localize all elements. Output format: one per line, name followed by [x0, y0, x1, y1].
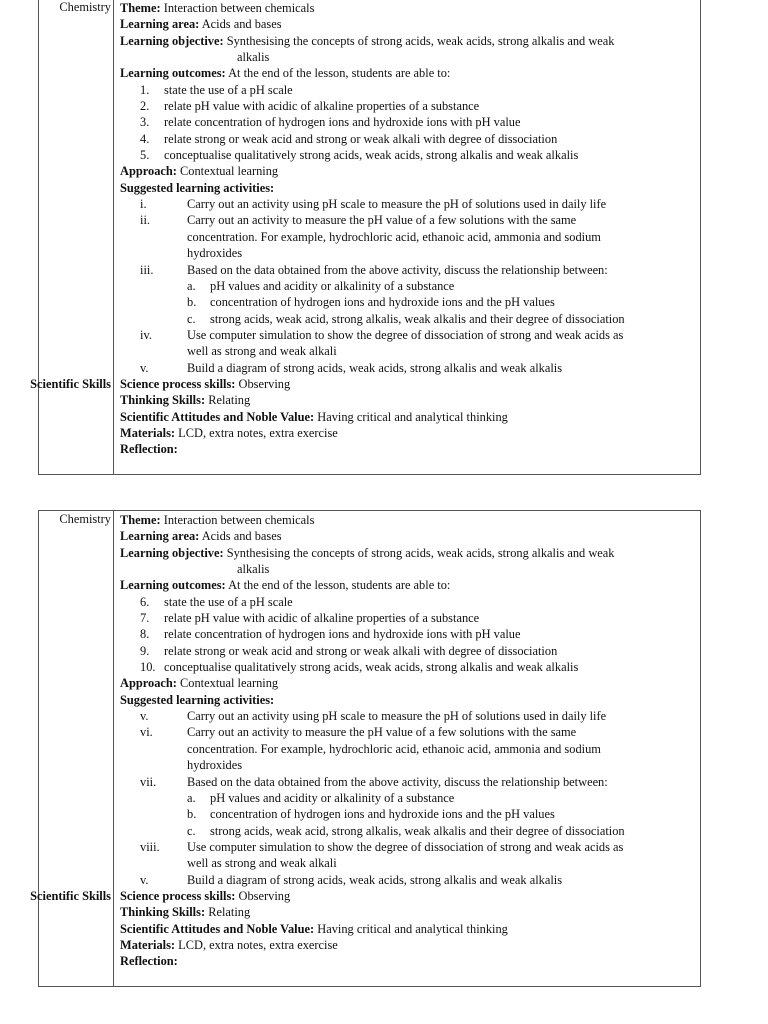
- theme-line: Theme: Interaction between chemicals: [120, 513, 315, 527]
- learning-objective-continued: alkalis: [237, 562, 270, 577]
- approach-line: Approach: Contextual learning: [120, 164, 279, 179]
- activity-item: viii. Use computer simulation to show the degree of dissociation of strong and weak acids as: [140, 839, 624, 854]
- activity-continued: concentration. For example, hydrochloric acid, ethanoic acid, ammonia and sodium: [187, 229, 601, 244]
- outcome-item: 9. relate strong or weak acid and strong or weak alkali with degree of dissociation: [140, 643, 558, 658]
- column-divider: [113, 0, 114, 474]
- subject-cell: Chemistry: [59, 512, 111, 526]
- sub-activity-item: c. strong acids, weak acid, strong alkalis, weak alkalis and their degree of dissociation: [187, 823, 625, 838]
- learning-area-line: Learning area: Acids and bases: [120, 529, 282, 544]
- sub-activity-item: a. pH values and acidity or alkalinity of a substance: [187, 790, 455, 805]
- activities-heading: Suggested learning activities:: [120, 180, 275, 195]
- sub-activity-item: c. strong acids, weak acid, strong alkalis, weak alkalis and their degree of dissociation: [187, 311, 625, 326]
- activity-continued: concentration. For example, hydrochloric acid, ethanoic acid, ammonia and sodium: [187, 741, 601, 756]
- activity-item: v. Carry out an activity using pH scale to measure the pH of solutions used in daily life: [140, 709, 607, 724]
- process-skills-line: Science process skills: Observing: [120, 888, 291, 903]
- materials-line: Materials: LCD, extra notes, extra exercise: [120, 937, 338, 952]
- reflection-line: Reflection:: [120, 954, 178, 969]
- learning-outcomes-line: Learning outcomes: At the end of the lesson, students are able to:: [120, 66, 451, 81]
- plan-content: [120, 512, 700, 970]
- learning-outcomes-line: Learning outcomes: At the end of the lesson, students are able to:: [120, 578, 451, 593]
- activity-item: vii. Based on the data obtained from the above activity, discuss the relationship between:: [140, 774, 608, 789]
- lesson-plan-table-1: [30, 0, 701, 475]
- subject-cell: Chemistry: [59, 0, 111, 14]
- outcome-item: 1. state the use of a pH scale: [140, 82, 293, 97]
- thinking-skills-line: Thinking Skills: Relating: [120, 393, 251, 408]
- approach-line: Approach: Contextual learning: [120, 676, 279, 691]
- activity-item: v. Build a diagram of strong acids, weak acids, strong alkalis and weak alkalis: [140, 872, 563, 887]
- attitudes-line: Scientific Attitudes and Noble Value: Having critical and analytical thinking: [120, 921, 508, 936]
- scientific-skills-cell: Scientific Skills: [30, 889, 111, 903]
- outcome-item: 6. state the use of a pH scale: [140, 594, 293, 609]
- activities-heading: Suggested learning activities:: [120, 692, 275, 707]
- theme-line: Theme: Interaction between chemicals: [120, 1, 315, 15]
- activity-continued: hydroxides: [187, 246, 243, 261]
- scientific-skills-cell: Scientific Skills: [30, 377, 111, 391]
- activity-item: iii. Based on the data obtained from the above activity, discuss the relationship between:: [140, 262, 608, 277]
- reflection-line: Reflection:: [120, 442, 178, 457]
- sub-activity-item: b. concentration of hydrogen ions and hydroxide ions and the pH values: [187, 807, 555, 822]
- learning-objective-line: Learning objective: Synthesising the concepts of strong acids, weak acids, strong alkalis and weak: [120, 33, 615, 48]
- outcome-item: 7. relate pH value with acidic of alkaline properties of a substance: [140, 611, 480, 626]
- outcome-item: 4. relate strong or weak acid and strong or weak alkali with degree of dissociation: [140, 131, 558, 146]
- learning-objective-continued: alkalis: [237, 50, 270, 65]
- activity-item: iv. Use computer simulation to show the degree of dissociation of strong and weak acids as: [140, 327, 624, 342]
- plan-content: [120, 0, 700, 458]
- thinking-skills-line: Thinking Skills: Relating: [120, 905, 251, 920]
- outcome-item: 2. relate pH value with acidic of alkaline properties of a substance: [140, 99, 480, 114]
- activity-item: v. Build a diagram of strong acids, weak acids, strong alkalis and weak alkalis: [140, 360, 563, 375]
- outcome-item: 8. relate concentration of hydrogen ions and hydroxide ions with pH value: [140, 627, 521, 642]
- activity-continued: hydroxides: [187, 758, 243, 773]
- outcome-item: 3. relate concentration of hydrogen ions and hydroxide ions with pH value: [140, 115, 521, 130]
- activity-continued: well as strong and weak alkali: [187, 344, 337, 359]
- lesson-plan-table-2: [30, 510, 701, 987]
- activity-item: i. Carry out an activity using pH scale to measure the pH of solutions used in daily life: [140, 197, 607, 212]
- materials-line: Materials: LCD, extra notes, extra exercise: [120, 425, 338, 440]
- attitudes-line: Scientific Attitudes and Noble Value: Having critical and analytical thinking: [120, 409, 508, 424]
- activity-continued: well as strong and weak alkali: [187, 856, 337, 871]
- sub-activity-item: b. concentration of hydrogen ions and hydroxide ions and the pH values: [187, 295, 555, 310]
- outcome-item: 5. conceptualise qualitatively strong acids, weak acids, strong alkalis and weak alkalis: [140, 148, 579, 163]
- outcome-item: 10. conceptualise qualitatively strong acids, weak acids, strong alkalis and weak alkalis: [140, 660, 579, 675]
- sub-activity-item: a. pH values and acidity or alkalinity of a substance: [187, 278, 455, 293]
- learning-objective-line: Learning objective: Synthesising the concepts of strong acids, weak acids, strong alkalis and weak: [120, 545, 615, 560]
- activity-item: vi. Carry out an activity to measure the pH value of a few solutions with the same: [140, 725, 577, 740]
- column-divider: [113, 511, 114, 986]
- learning-area-line: Learning area: Acids and bases: [120, 17, 282, 32]
- process-skills-line: Science process skills: Observing: [120, 376, 291, 391]
- activity-item: ii. Carry out an activity to measure the pH value of a few solutions with the same: [140, 213, 577, 228]
